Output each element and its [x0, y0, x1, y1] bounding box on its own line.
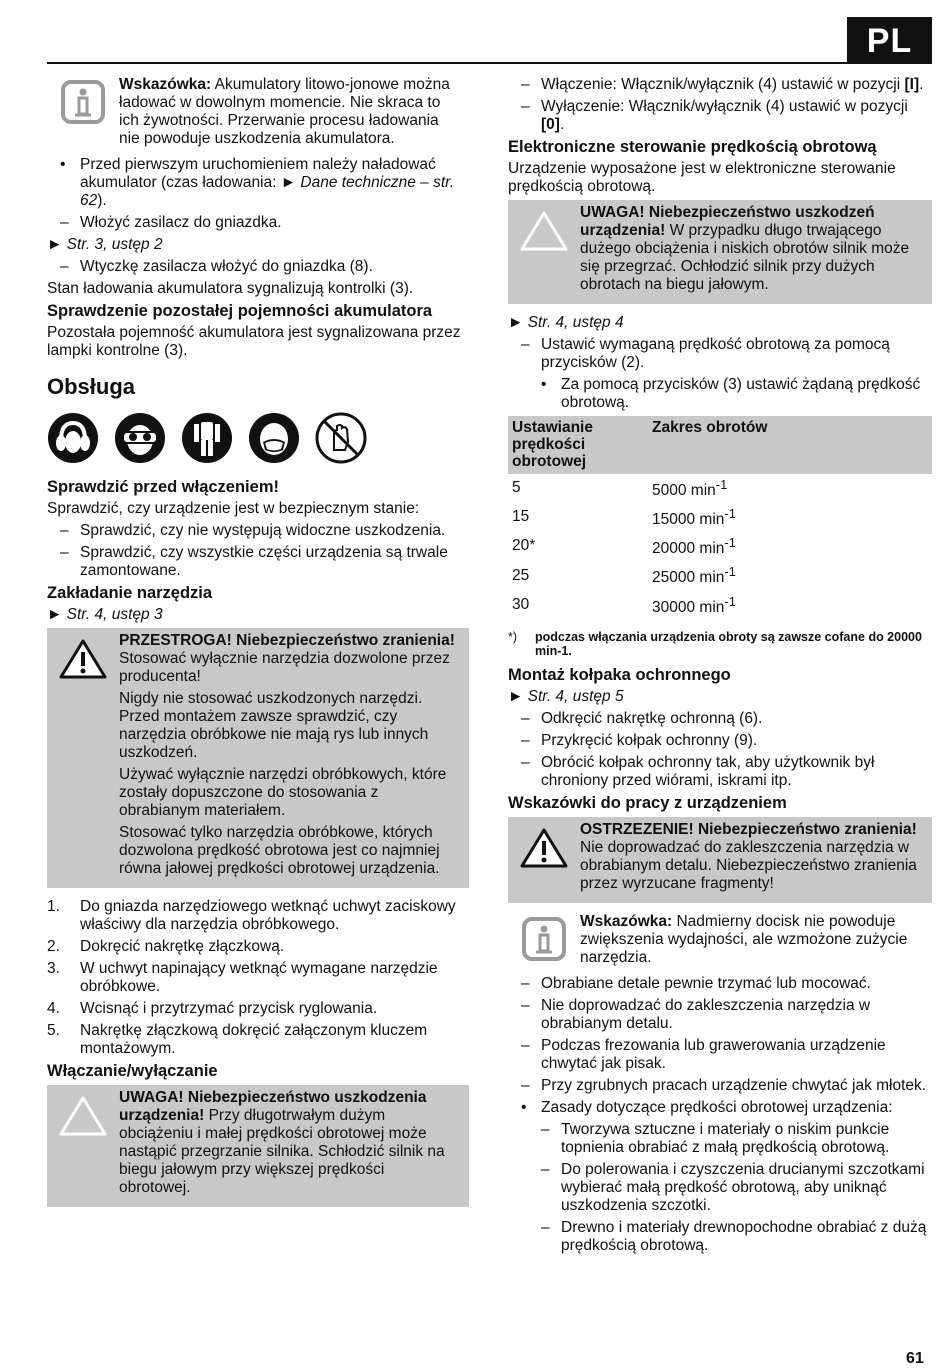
caution-paragraph: Nigdy nie stosować uszkodzonych narzędzi. Przed montażem zawsze sprawdzić, czy narzędzia obróbkowe nie mają rys lub innych uszkodzeń. [119, 690, 429, 761]
table-row [508, 503, 932, 532]
table-cell: 15 [512, 508, 530, 526]
dash-item: – Ustawić wymaganą prędkość obrotową za pomocą przycisków (2). [508, 336, 932, 372]
arrow-icon: ► [47, 236, 63, 253]
table-header: Zakres obrotów [648, 416, 932, 474]
dash-text: Sprawdzić, czy wszystkie części urządzenia są trwale zamontowane. [80, 544, 448, 579]
safety-glasses-icon [114, 412, 166, 464]
dash-text: Wtyczkę zasilacza włożyć do gniazdka (8). [80, 258, 373, 275]
note-label: Wskazówka: [580, 912, 673, 930]
speed-unit: min [699, 569, 725, 587]
caution-box [47, 628, 469, 888]
dash-item: – Sprawdzić, czy wszystkie części urządzenia są trwale zamontowane. [47, 544, 469, 580]
arrow-icon: ► [508, 314, 524, 331]
dash-item: – Odkręcić nakrętkę ochronną (6). [508, 710, 932, 728]
dash-text: Obrabiane detale pewnie trzymać lub mocować. [541, 974, 871, 992]
figure-reference [47, 236, 469, 254]
bullet-item: • Za pomocą przycisków (3) ustawić żądaną prędkość obrotową. [508, 376, 932, 412]
reference-text: Str. 4, ustęp 5 [527, 687, 624, 705]
note-text: Akumulatory litowo-jonowe można ładować w dowolnym momencie. Nie skraca to ich żywotności. Przerwanie procesu ładowania nie powoduje uszkodzenia akumulatora. [119, 76, 450, 147]
dash-text: Nie doprowadzać do zakleszczenia narzędzia w obrabianym detalu. [541, 996, 871, 1032]
table-cell [648, 503, 932, 532]
cross-reference: Dane techniczne – str. 62 [80, 174, 455, 209]
sub-dash-item: – Do polerowania i czyszczenia drucianymi szczotkami wybierać małą prędkość obrotową, aby uniknąć uszkodzenia szczotki. [508, 1161, 932, 1215]
speed-unit: min [699, 598, 725, 616]
step-number: 2. [47, 938, 60, 955]
notice-text: Przy długotrwałym dużym obciążeniu i małej prędkości obrotowej może nastąpić przegrzanie silnika. Schłodzić silnik na biegu jałowym przy większej prędkości obrotowej. [119, 1107, 445, 1196]
dash-text: Włączenie: Włącznik/wyłącznik (4) ustawić w pozycji [541, 76, 905, 93]
unit-exponent: -1 [724, 593, 736, 609]
table-row [508, 474, 932, 503]
speed-value: 25000 [652, 569, 696, 587]
dash-item: – Przy zgrubnych pracach urządzenie chwytać jak młotek. [508, 1077, 932, 1095]
header-rule [47, 62, 847, 64]
table-cell: 5 [512, 479, 521, 497]
paragraph: Stan ładowania akumulatora sygnalizują kontrolki (3). [47, 280, 414, 297]
step-text: Nakrętkę złączkową dokręcić załączonym kluczem montażowym. [80, 1022, 428, 1057]
dash-item: – Obrócić kołpak ochronny tak, aby użytkownik był chroniony przed wiórami, iskrami itp. [508, 754, 932, 790]
step-number: 1. [47, 898, 60, 915]
dust-mask-icon [248, 412, 300, 464]
speed-value: 30000 [652, 598, 696, 616]
step-text: Do gniazda narzędziowego wetknąć uchwyt zaciskowy właściwy dla narzędzia obróbkowego. [80, 898, 456, 933]
arrow-icon: ► [508, 687, 524, 705]
info-note [508, 913, 932, 967]
figure-reference [508, 688, 932, 706]
figure-reference [508, 314, 932, 332]
dash-item: – Podczas frezowania lub grawerowania urządzenie chwytać jak pisak. [508, 1037, 932, 1073]
paragraph: Urządzenie wyposażone jest w elektroniczne sterowanie prędkością obrotową. [508, 160, 896, 195]
dash-text: Drewno i materiały drewnopochodne obrabiać z dużą prędkością obrotową. [561, 1218, 927, 1254]
figure-reference [47, 606, 469, 624]
step-item [47, 938, 469, 956]
warning-box [508, 817, 932, 903]
arrow-icon: ► [280, 174, 297, 191]
warning-text: Nie doprowadzać do zakleszczenia narzędzia w obrabianym detalu. Niebezpieczeństwo zranienia przez wyrzucane fragmenty! [580, 838, 917, 892]
caution-paragraph: Stosować tylko narzędzia obróbkowe, których dozwolona prędkość obrotowa jest co najmniej równa jałowej prędkości obrotowej urządzenia. [119, 824, 440, 877]
bullet-item: • Przed pierwszym uruchomieniem należy naładować akumulator (czas ładowania: ► Dane techniczne – str. 62). [60, 156, 455, 209]
language-tab: PL [847, 17, 932, 64]
step-text: W uchwyt napinający wetknąć wymagane narzędzie obróbkowe. [80, 960, 438, 995]
step-number: 5. [47, 1022, 60, 1039]
table-cell: 30 [512, 595, 530, 613]
table-header: Ustawianie prędkości obrotowej [508, 416, 648, 474]
step-item [47, 1000, 469, 1018]
table-cell [648, 474, 932, 503]
footnote-text: podczas włączania urządzenia obroty są zawsze cofane do 20000 min-1. [535, 629, 922, 658]
switch-position: [0] [541, 116, 560, 133]
section-heading: Sprawdzenie pozostałej pojemności akumulatora [47, 302, 433, 320]
dash-item: – Obrabiane detale pewnie trzymać lub mocować. [508, 975, 932, 993]
notice-box [508, 200, 932, 304]
note-text: Nadmierny docisk nie powoduje zwiększenia wydajności, ale wzmożone zużycie narzędzia. [580, 912, 908, 966]
dash-item: – Nie doprowadzać do zakleszczenia narzędzia w obrabianym detalu. [508, 997, 932, 1033]
dash-text: Wyłączenie: Włącznik/wyłącznik (4) ustawić w pozycji [541, 98, 908, 115]
table-row [508, 591, 932, 620]
unit-exponent: -1 [724, 564, 736, 580]
right-column [508, 76, 932, 1259]
section-heading: Elektroniczne sterowanie prędkością obrotową [508, 138, 877, 156]
caution-text: Stosować wyłącznie narzędzia dozwolone przez producenta! [119, 650, 450, 685]
dash-text: Odkręcić nakrętkę ochronną (6). [541, 709, 763, 727]
info-icon [47, 76, 119, 148]
section-heading: Montaż kołpaka ochronnego [508, 665, 731, 684]
caution-label: PRZESTROGA! Niebezpieczeństwo zranienia! [119, 632, 455, 649]
step-item [47, 960, 469, 996]
footnote-mark: *) [508, 629, 518, 644]
warning-triangle-icon [508, 821, 580, 897]
bullet-text: Przed pierwszym uruchomieniem należy naładować akumulator (czas ładowania: [80, 156, 436, 191]
table-cell [648, 591, 932, 620]
paragraph: Sprawdzić, czy urządzenie jest w bezpiecznym stanie: [47, 500, 420, 517]
speed-unit: min [699, 540, 725, 558]
warning-triangle-icon [508, 204, 580, 298]
step-number: 4. [47, 1000, 60, 1017]
step-text: Dokręcić nakrętkę złączkową. [80, 938, 285, 955]
protective-suit-icon [181, 412, 233, 464]
note-label: Wskazówka: [119, 76, 212, 93]
table-cell: 25 [512, 566, 530, 584]
table-cell [648, 532, 932, 561]
bullet-text-end: ). [97, 192, 107, 209]
speed-value: 20000 [652, 540, 696, 558]
dash-text: Włożyć zasilacz do gniazdka. [80, 214, 282, 231]
warning-triangle-icon [47, 1089, 119, 1201]
step-number: 3. [47, 960, 60, 977]
dash-item: – Sprawdzić, czy nie występują widoczne uszkodzenia. [47, 522, 469, 540]
paragraph: Pozostała pojemność akumulatora jest sygnalizowana przez lampki kontrolne (3). [47, 324, 461, 359]
dash-text: Sprawdzić, czy nie występują widoczne uszkodzenia. [80, 522, 446, 539]
speed-table [508, 416, 932, 620]
switch-position: [I] [904, 76, 920, 93]
reference-text: Str. 3, ustęp 2 [66, 236, 163, 253]
speed-unit: min [699, 511, 725, 529]
sub-dash-item: – Tworzywa sztuczne i materiały o niskim punkcie topnienia obrabiać z małą prędkością obrotową. [508, 1121, 932, 1157]
section-heading: Włączanie/wyłączanie [47, 1062, 218, 1080]
ear-protection-icon [47, 412, 99, 464]
dash-text: Przy zgrubnych pracach urządzenie chwytać jak młotek. [541, 1076, 927, 1094]
table-row [508, 532, 932, 561]
reference-text: Str. 4, ustęp 4 [527, 314, 624, 331]
unit-exponent: -1 [724, 506, 736, 522]
bullet-text: Zasady dotyczące prędkości obrotowej urządzenia: [541, 1098, 893, 1116]
bullet-item: • Zasady dotyczące prędkości obrotowej urządzenia: [508, 1099, 932, 1117]
dash-text: Obrócić kołpak ochronny tak, aby użytkownik był chroniony przed wiórami, iskrami itp. [541, 753, 875, 789]
page-number: 61 [906, 1350, 924, 1367]
info-note [47, 76, 469, 148]
arrow-icon: ► [47, 606, 63, 623]
dash-item: – Włączenie: Włącznik/wyłącznik (4) ustawić w pozycji [I]. [521, 76, 924, 93]
unit-exponent: -1 [715, 477, 728, 492]
sub-dash-item: – Drewno i materiały drewnopochodne obrabiać z dużą prędkością obrotową. [508, 1219, 932, 1255]
chapter-title: Obsługa [47, 374, 136, 399]
dash-item: – Wtyczkę zasilacza włożyć do gniazdka (8). [47, 258, 469, 276]
dash-item: – Przykręcić kołpak ochronny (9). [508, 732, 932, 750]
no-gloves-icon [315, 412, 367, 464]
dash-text: Przykręcić kołpak ochronny (9). [541, 731, 758, 749]
step-text: Wcisnąć i przytrzymać przycisk ryglowania. [80, 1000, 378, 1017]
dash-item: – Włożyć zasilacz do gniazdka. [47, 214, 469, 232]
notice-box [47, 1085, 469, 1207]
step-item [47, 898, 469, 934]
table-cell [648, 561, 932, 590]
table-cell: 20* [512, 537, 536, 555]
ppe-icons [47, 412, 469, 464]
notice-label: UWAGA! Niebezpieczeństwo uszkodzeń urządzenia! [580, 204, 875, 239]
dash-text: Podczas frezowania lub grawerowania urządzenie chwytać jak pisak. [541, 1036, 886, 1072]
speed-unit: min [690, 482, 716, 500]
caution-paragraph: Używać wyłącznie narzędzi obróbkowych, które zostały dopuszczone do stosowania z obrabianym materiałem. [119, 766, 447, 819]
dash-text: Tworzywa sztuczne i materiały o niskim punkcie topnienia obrabiać z małą prędkością obrotową. [561, 1120, 890, 1156]
speed-value: 5000 [652, 482, 687, 500]
notice-label: UWAGA! Niebezpieczeństwo uszkodzenia urządzenia! [119, 1089, 427, 1124]
section-heading: Zakładanie narzędzia [47, 584, 213, 602]
speed-value: 15000 [652, 511, 696, 529]
warning-label: OSTRZEZENIE! Niebezpieczeństwo zranienia! [580, 820, 917, 838]
notice-text: W przypadku długo trwającego dużego obciążenia i niskich obrotów silnik może się przegrzać. Ochłodzić silnik przy dużych obrotach na biegu jałowym. [580, 222, 910, 293]
reference-text: Str. 4, ustęp 3 [66, 606, 163, 623]
dash-text: Do polerowania i czyszczenia drucianymi szczotkami wybierać małą prędkość obrotową, aby uniknąć uszkodzenia szczotki. [561, 1160, 925, 1214]
dash-item: – Wyłączenie: Włącznik/wyłącznik (4) ustawić w pozycji [0]. [521, 98, 908, 133]
table-footnote [508, 630, 932, 658]
dash-text: Ustawić wymaganą prędkość obrotową za pomocą przycisków (2). [541, 336, 890, 371]
unit-exponent: -1 [724, 535, 736, 551]
left-column [47, 76, 469, 1217]
bullet-text: Za pomocą przycisków (3) ustawić żądaną prędkość obrotową. [561, 376, 921, 411]
info-icon [508, 913, 580, 967]
warning-triangle-icon [47, 632, 119, 882]
section-heading: Sprawdzić przed włączeniem! [47, 478, 279, 496]
table-row [508, 561, 932, 590]
section-heading: Wskazówki do pracy z urządzeniem [508, 793, 787, 812]
step-item [47, 1022, 469, 1058]
